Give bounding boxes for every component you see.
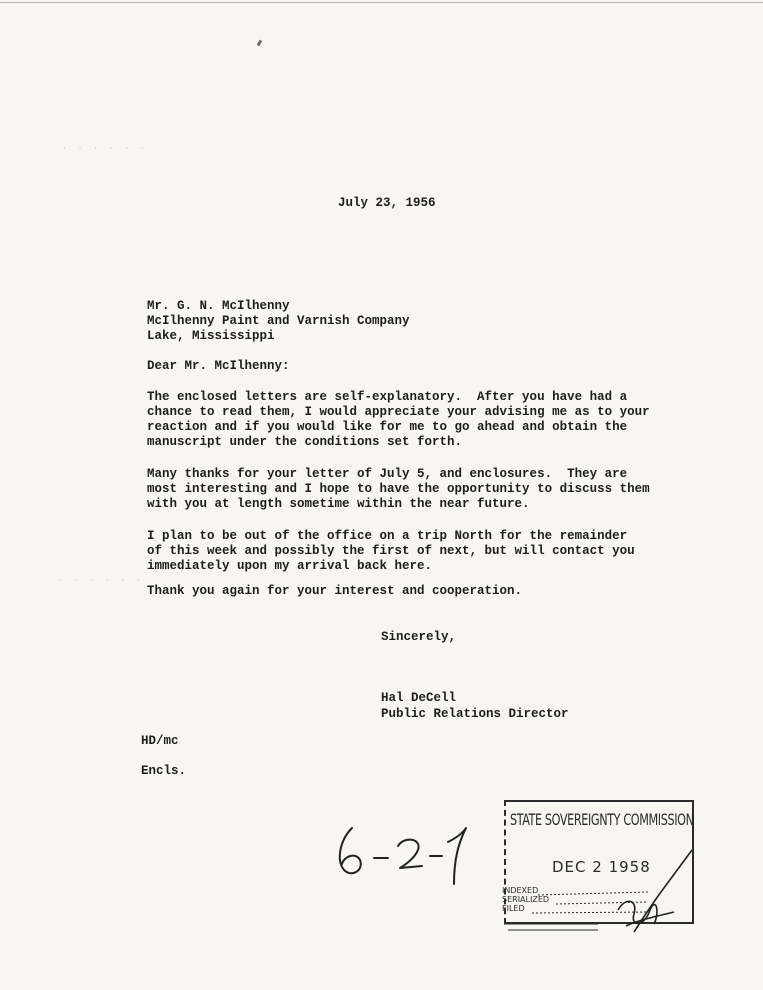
closing: Sincerely, xyxy=(381,630,457,644)
paragraph-line: chance to read them, I would appreciate your advising me as to your xyxy=(147,405,650,419)
stamp-label-indexed: INDEXED xyxy=(502,886,539,895)
recipient-name: Mr. G. N. McIlhenny xyxy=(147,299,290,313)
paragraph-line: I plan to be out of the office on a trip North for the remainder xyxy=(147,529,628,543)
ink-speck xyxy=(257,40,263,47)
paragraph-2 xyxy=(147,467,650,512)
paragraph-line: The enclosed letters are self-explanatory. After you have had a xyxy=(147,390,628,404)
letter-date: July 23, 1956 xyxy=(338,196,436,210)
stamp-lines xyxy=(498,800,694,940)
paragraph-line: immediately upon my arrival back here. xyxy=(147,559,433,573)
paragraph-line: manuscript under the conditions set forth. xyxy=(147,435,463,449)
stamp-date: DEC 2 1958 xyxy=(552,858,651,876)
received-stamp xyxy=(498,800,694,940)
scan-edge-line xyxy=(0,2,763,3)
scan-noise: · · · · · · xyxy=(62,144,148,153)
typist-initials: HD/mc xyxy=(141,734,179,748)
stamp-label-serialized: SERIALIZED xyxy=(502,895,550,904)
paragraph-1 xyxy=(147,390,650,450)
recipient-city: Lake, Mississippi xyxy=(147,329,275,343)
paragraph-line: of this week and possibly the first of next, but will contact you xyxy=(147,544,635,558)
handwritten-initials xyxy=(618,850,692,932)
paragraph-4 xyxy=(147,584,522,599)
paragraph-3 xyxy=(147,529,635,574)
paragraph-line: Many thanks for your letter of July 5, and enclosures. They are xyxy=(147,467,628,481)
scan-noise: · · · · · · xyxy=(58,576,144,585)
enclosures-note: Encls. xyxy=(141,764,187,778)
salutation: Dear Mr. McIlhenny: xyxy=(147,359,290,373)
stamp-title: STATE SOVEREIGNTY COMMISSION xyxy=(510,810,694,829)
paragraph-line: most interesting and I hope to have the opportunity to discuss them xyxy=(147,482,650,496)
recipient-company: McIlhenny Paint and Varnish Company xyxy=(147,314,410,328)
stamp-label-filed: FILED xyxy=(502,904,525,913)
signer-name: Hal DeCell xyxy=(381,691,457,705)
paragraph-line: with you at length sometime within the near future. xyxy=(147,497,530,511)
paragraph-line: Thank you again for your interest and cooperation. xyxy=(147,584,523,598)
signer-title: Public Relations Director xyxy=(381,707,569,721)
paragraph-line: reaction and if you would like for me to go ahead and obtain the xyxy=(147,420,628,434)
handwritten-file-number xyxy=(330,820,480,890)
